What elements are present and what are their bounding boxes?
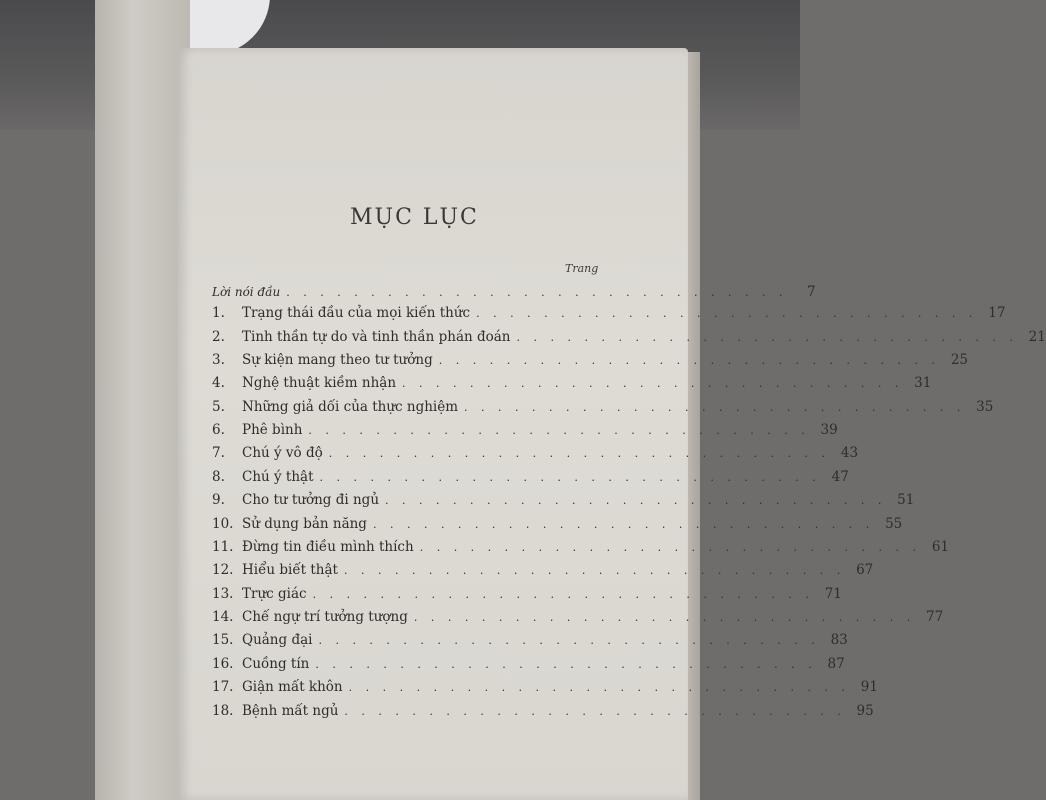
toc-entry-number: 10. [212,516,234,532]
toc-entry-page: 25 [950,352,969,368]
toc-entry [212,305,1006,325]
toc-entry-title: Trạng thái đầu của mọi kiến thức [242,305,471,321]
toc-entry-number: 13. [212,586,234,602]
toc-entry-number: 9. [212,492,225,508]
toc-entry-page: 91 [860,679,878,695]
toc-entry-page: 51 [897,492,915,508]
toc-entry-title: Sử dụng bản năng [242,516,367,532]
left-page [95,0,190,800]
toc-title: MỤC LỤC [350,205,479,230]
toc-entry-title: Đừng tin điều mình thích [242,539,414,555]
toc-entry [212,586,842,606]
toc-entry-number: 1. [212,305,225,321]
toc-entry-number: 12. [212,562,234,578]
toc-entry-title: Tinh thần tự do và tinh thần phán đoán [242,329,511,345]
leader-dots: . . . . . . . . . . . . . . . . . . . . . . . . . . . . . . [402,377,904,390]
toc-entry-title: Hiểu biết thật [242,562,338,578]
toc-entry-title: Sự kiện mang theo tư tưởng [242,352,433,368]
toc-entry [212,352,969,372]
leader-dots: . . . . . . . . . . . . . . . . . . . . . . . . . . . . . . [286,286,788,299]
leader-dots: . . . . . . . . . . . . . . . . . . . . . . . . . . . . . . [516,331,1018,344]
toc-entry-number: 15. [212,632,234,648]
toc-entry-number: 7. [212,445,225,461]
toc-entry [212,562,874,582]
toc-entry-title: Trực giác [242,586,307,602]
toc-entry-title: Giận mất khôn [242,679,343,695]
toc-entry-number: 18. [212,703,234,719]
page-column-header: Trang [565,262,599,275]
toc-entry-page: 71 [824,586,842,602]
leader-dots: . . . . . . . . . . . . . . . . . . . . . . . . . . . . . . [328,447,831,460]
toc-entry-page: 47 [831,469,849,485]
toc-entry-title: Chú ý vô độ [242,445,323,461]
toc-entry-page: 7 [806,284,816,300]
toc-entry [212,492,915,512]
leader-dots: . . . . . . . . . . . . . . . . . . . . . . . . . . . . . . [344,705,846,718]
toc-entry [212,632,848,652]
toc-entry [212,375,932,395]
toc-entry-page: 67 [856,562,874,578]
leader-dots: . . . . . . . . . . . . . . . . . . . . . . . . . . . . . . [318,634,820,647]
toc-entry-title: Chế ngự trí tưởng tượng [242,609,408,625]
toc-entry [212,539,950,559]
toc-entry-preface [212,284,816,304]
toc-entry-title: Phê bình [242,422,303,438]
toc-entry-page: 61 [931,539,950,555]
toc-entry-page: 83 [830,632,848,648]
toc-entry-number: 6. [212,422,225,438]
toc-entry-number: 8. [212,469,225,485]
toc-entry-title: Chú ý thật [242,469,314,485]
leader-dots: . . . . . . . . . . . . . . . . . . . . . . . . . . . . . . [464,401,966,414]
toc-entry-page: 77 [926,609,944,625]
leader-dots: . . . . . . . . . . . . . . . . . . . . . . . . . . . . . . [419,541,922,554]
leader-dots: . . . . . . . . . . . . . . . . . . . . . . . . . . . . . . [319,471,821,484]
toc-entry [212,679,878,699]
toc-entry-page: 21 [1028,329,1046,345]
toc-entry-page: 87 [827,656,845,672]
toc-entry-number: 3. [212,352,225,368]
leader-dots: . . . . . . . . . . . . . . . . . . . . . . . . . . . . . . [372,518,875,531]
leader-dots: . . . . . . . . . . . . . . . . . . . . . . . . . . . . . . [343,564,846,577]
toc-entry [212,399,994,419]
toc-entry-page: 55 [885,516,903,532]
toc-entry [212,445,859,465]
toc-entry-title: Nghệ thuật kiềm nhận [242,375,397,391]
toc-entry-page: 31 [914,375,932,391]
leader-dots: . . . . . . . . . . . . . . . . . . . . . . . . . . . . . . [413,611,916,624]
toc-entry [212,703,874,723]
toc-entry-page: 43 [840,445,859,461]
toc-entry-number: 14. [212,609,234,625]
toc-entry-page: 35 [976,399,994,415]
leader-dots: . . . . . . . . . . . . . . . . . . . . . . . . . . . . . . [315,658,817,671]
toc-entry [212,609,944,629]
leader-dots: . . . . . . . . . . . . . . . . . . . . . . . . . . . . . . [438,354,941,367]
toc-entry-page: 95 [856,703,874,719]
toc-entry-title: Cuồng tín [242,656,310,672]
toc-entry [212,516,903,536]
leader-dots: . . . . . . . . . . . . . . . . . . . . . . . . . . . . . . [476,307,978,320]
toc-entry [212,422,838,442]
toc-entry [212,656,845,676]
toc-entry-title: Lời nói đầu [212,285,281,299]
toc-entry-title: Bệnh mất ngủ [242,703,339,719]
toc-entry-title: Cho tư tưởng đi ngủ [242,492,380,508]
toc-entry-page: 17 [988,305,1006,321]
toc-entry-number: 5. [212,399,225,415]
toc-entry-title: Quảng đại [242,632,313,648]
toc-entry-number: 11. [212,539,234,555]
leader-dots: . . . . . . . . . . . . . . . . . . . . . . . . . . . . . . [308,424,810,437]
toc-entry-number: 17. [212,679,234,695]
leader-dots: . . . . . . . . . . . . . . . . . . . . . . . . . . . . . . [348,681,850,694]
leader-dots: . . . . . . . . . . . . . . . . . . . . . . . . . . . . . . [385,494,887,507]
toc-entry-title: Những giả dối của thực nghiệm [242,399,459,415]
toc-entry [212,329,1046,349]
leader-dots: . . . . . . . . . . . . . . . . . . . . . . . . . . . . . . [312,588,814,601]
toc-entry [212,469,849,489]
toc-entry-number: 16. [212,656,234,672]
toc-entry-number: 2. [212,329,225,345]
toc-entry-number: 4. [212,375,225,391]
toc-entry-page: 39 [820,422,838,438]
